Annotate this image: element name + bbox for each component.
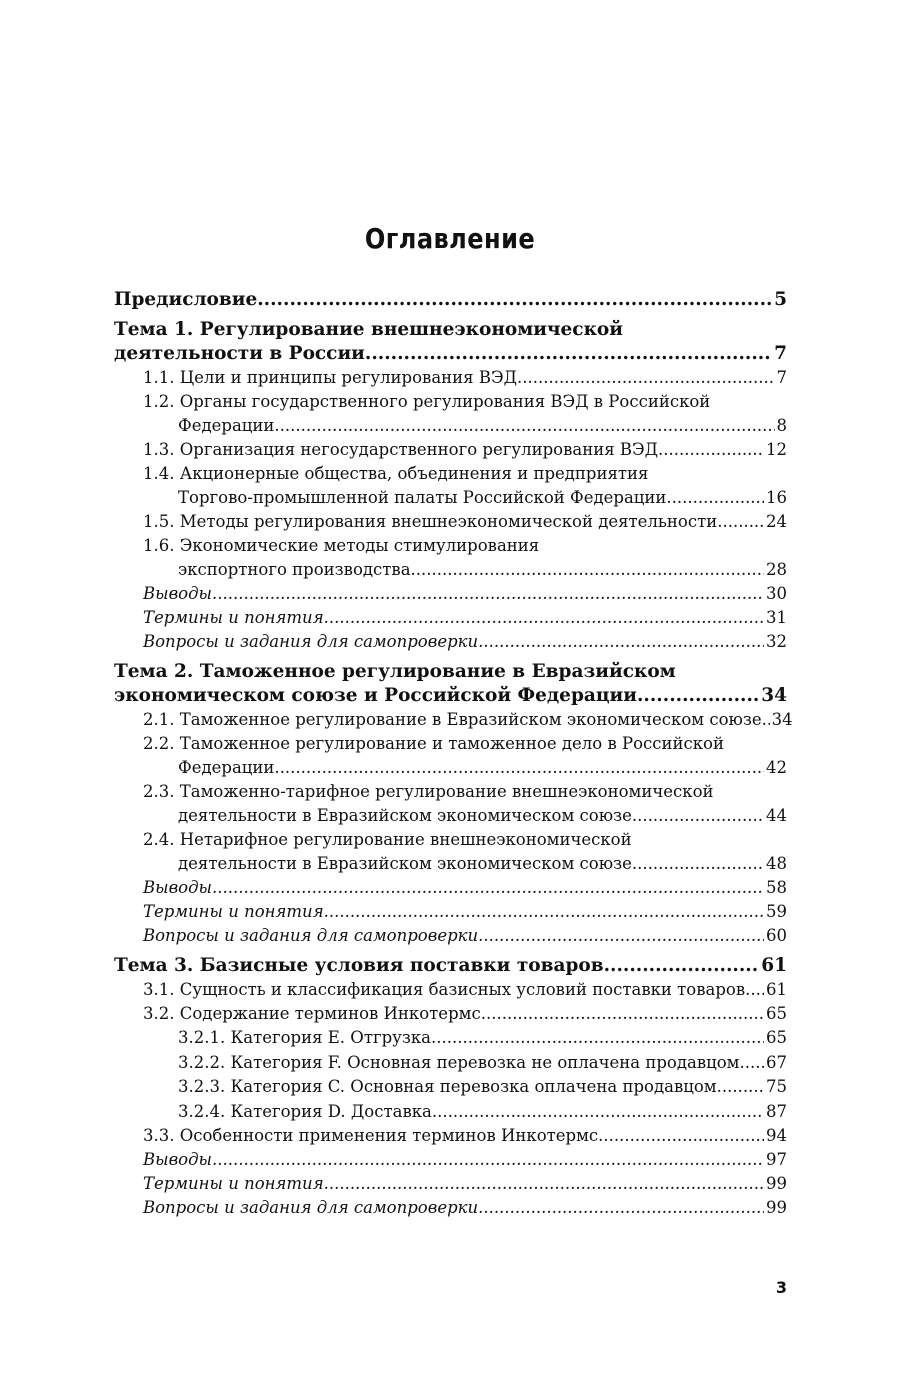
toc-subsection-3-2-2[interactable]: [114, 1051, 787, 1076]
toc-entry-title: Вопросы и задания для самопроверки: [143, 1198, 479, 1217]
toc-entry-title: Термины и понятия: [143, 1174, 324, 1193]
leader-dots: [365, 342, 772, 366]
leader-dots: [604, 954, 760, 978]
toc-section-1-4[interactable]: [114, 462, 787, 510]
toc-page-number: 94: [766, 1126, 787, 1145]
toc-entry-title: 2.1. Таможенное регулирование в Евразийском экономическом союзе: [143, 710, 762, 729]
toc-entry-title: Тема 3. Базисные условия поставки товаров: [114, 955, 604, 976]
leader-dots: [517, 366, 775, 390]
toc-page-number: 12: [766, 440, 787, 459]
leader-dots: [739, 1051, 764, 1076]
toc-conclusions-1[interactable]: [114, 582, 787, 606]
toc-page-number: 32: [766, 632, 787, 651]
toc-topic-1[interactable]: [114, 318, 787, 366]
toc-entry-title: Тема 2. Таможенное регулирование в Евразийском: [114, 661, 676, 682]
toc-entry-title-cont: деятельности в Евразийском экономическом союзе: [178, 806, 632, 825]
toc-section-3-3[interactable]: [114, 1124, 787, 1148]
toc-page-number: 7: [774, 343, 787, 364]
toc-section-2-1[interactable]: [114, 708, 793, 732]
toc-topic-2[interactable]: [114, 660, 787, 708]
toc-entry-title: Выводы: [143, 584, 212, 603]
toc-page-number: 44: [766, 806, 787, 825]
toc-page-number: 67: [766, 1052, 787, 1072]
leader-dots: [324, 606, 764, 630]
toc-entry-title: Вопросы и задания для самопроверки: [143, 926, 479, 945]
toc-page-number: 99: [766, 1198, 787, 1217]
toc-page-number: 42: [766, 758, 787, 777]
toc-subsection-3-2-4[interactable]: [114, 1100, 787, 1125]
toc-entry-title: 3.2.1. Категория E. Отгрузка: [178, 1028, 432, 1047]
toc-entry-title-cont: Федерации: [178, 758, 275, 777]
toc-entry-title: 1.2. Органы государственного регулирования ВЭД в Российской: [143, 392, 711, 411]
toc-page-number: 75: [766, 1077, 787, 1096]
toc-section-2-4[interactable]: [114, 828, 787, 876]
toc-questions-1[interactable]: [114, 630, 787, 654]
leader-dots: [637, 684, 759, 708]
toc-terms-2[interactable]: [114, 900, 787, 924]
toc-page-number: 59: [766, 902, 787, 921]
toc-entry-title: 1.5. Методы регулирования внешнеэкономической деятельности: [143, 512, 718, 531]
leader-dots: [274, 414, 774, 438]
toc-questions-2[interactable]: [114, 924, 787, 948]
toc-entry-title-cont: деятельности в Евразийском экономическом союзе: [178, 854, 632, 873]
toc-subsection-3-2-3[interactable]: [114, 1075, 787, 1100]
toc-section-1-6[interactable]: [114, 534, 787, 582]
toc-page-number: 99: [766, 1174, 787, 1193]
toc-entry-title: 2.3. Таможенно-тарифное регулирование внешнеэкономической: [143, 782, 714, 801]
toc-page-number: 97: [766, 1150, 787, 1169]
toc-page-number: 58: [766, 878, 787, 897]
toc-entry-title: 3.2.3. Категория C. Основная перевозка оплачена продавцом: [178, 1077, 717, 1096]
toc-entry-title: 1.3. Организация негосударственного регулирования ВЭД: [143, 440, 659, 459]
toc-page-number: 28: [766, 560, 787, 579]
leader-dots: [762, 708, 770, 732]
toc-subsection-3-2-1[interactable]: [114, 1026, 787, 1051]
toc-preface[interactable]: [114, 288, 787, 312]
toc-questions-3[interactable]: [114, 1196, 787, 1220]
leader-dots: [745, 978, 764, 1002]
toc-section-2-2[interactable]: [114, 732, 787, 780]
leader-dots: [257, 288, 772, 312]
toc-page-number: 65: [766, 1028, 787, 1047]
toc-page-number: 31: [766, 608, 787, 627]
toc-page-number: 65: [766, 1004, 787, 1023]
toc-page-number: 24: [766, 512, 787, 531]
toc-entry-title: 1.4. Акционерные общества, объединения и предприятия: [143, 464, 649, 483]
toc-entry-title-cont: Торгово-промышленной палаты Российской Федерации: [178, 488, 667, 507]
toc-entry-title: 3.2.4. Категория D. Доставка: [178, 1101, 432, 1121]
toc-entry-title: Предисловие: [114, 289, 258, 310]
leader-dots: [274, 756, 764, 780]
leader-dots: [717, 1075, 764, 1100]
toc-entry-title: Вопросы и задания для самопроверки: [143, 632, 479, 651]
toc-terms-3[interactable]: [114, 1172, 787, 1196]
toc-page-number: 48: [766, 854, 787, 873]
leader-dots: [212, 1148, 764, 1172]
toc-section-1-3[interactable]: [114, 438, 787, 462]
page-number: 3: [775, 1278, 787, 1297]
toc-entry-title-cont: деятельности в России: [114, 343, 365, 364]
toc-terms-1[interactable]: [114, 606, 787, 630]
toc-page-number: 60: [766, 926, 787, 945]
leader-dots: [478, 630, 764, 654]
toc-entry-title: 3.2. Содержание терминов Инкотермс: [143, 1004, 481, 1023]
toc-topic-3[interactable]: [114, 954, 787, 978]
toc-entry-title: 3.1. Сущность и классификация базисных условий поставки товаров: [143, 980, 746, 999]
leader-dots: [666, 486, 764, 510]
leader-dots: [212, 876, 764, 900]
toc-section-2-3[interactable]: [114, 780, 787, 828]
leader-dots: [478, 924, 764, 948]
toc-entry-title: 2.2. Таможенное регулирование и таможенное дело в Российской: [143, 734, 724, 753]
toc-entry-title-cont: Федерации: [178, 416, 275, 435]
toc-section-1-1[interactable]: [114, 366, 787, 390]
toc-page-number: 34: [771, 710, 793, 729]
toc-entry-title: Выводы: [143, 1150, 212, 1169]
toc-entry-title: Тема 1. Регулирование внешнеэкономической: [114, 319, 623, 340]
leader-dots: [431, 1026, 764, 1051]
toc-conclusions-3[interactable]: [114, 1148, 787, 1172]
toc-page-number: 7: [776, 368, 787, 387]
leader-dots: [411, 558, 764, 582]
toc-conclusions-2[interactable]: [114, 876, 787, 900]
toc-entry-title: 3.2.2. Категория F. Основная перевозка не оплачена продавцом: [178, 1052, 740, 1072]
toc-section-1-5[interactable]: [114, 510, 787, 534]
leader-dots: [717, 510, 764, 534]
leader-dots: [481, 1002, 764, 1026]
leader-dots: [324, 900, 764, 924]
toc-section-3-1[interactable]: [114, 978, 787, 1002]
leader-dots: [598, 1124, 764, 1148]
toc-entry-title: Термины и понятия: [143, 902, 324, 921]
toc-entry-title: 2.4. Нетарифное регулирование внешнеэкономической: [143, 830, 632, 849]
page-title: Оглавление: [364, 222, 536, 255]
toc-entry-title: Выводы: [143, 878, 212, 897]
leader-dots: [212, 582, 764, 606]
leader-dots: [324, 1172, 764, 1196]
leader-dots: [632, 852, 764, 876]
table-of-contents: [114, 288, 793, 1220]
toc-entry-title: 1.6. Экономические методы стимулирования: [143, 536, 540, 555]
toc-entry-title: 3.3. Особенности применения терминов Инкотермс: [143, 1126, 599, 1145]
toc-entry-title-cont: экономическом союзе и Российской Федерации: [114, 685, 637, 706]
toc-page-number: 34: [761, 685, 787, 706]
toc-section-3-2[interactable]: [114, 1002, 787, 1026]
leader-dots: [432, 1100, 764, 1125]
toc-page-number: 8: [776, 416, 787, 435]
toc-page-number: 5: [774, 289, 787, 310]
leader-dots: [632, 804, 764, 828]
toc-entry-title: 1.1. Цели и принципы регулирования ВЭД: [143, 368, 517, 387]
toc-entry-title-cont: экспортного производства: [178, 560, 411, 579]
toc-entry-title: Термины и понятия: [143, 608, 324, 627]
toc-page-number: 87: [766, 1101, 787, 1121]
toc-page-number: 30: [766, 584, 787, 603]
leader-dots: [478, 1196, 764, 1220]
leader-dots: [658, 438, 764, 462]
toc-page-number: 16: [766, 488, 787, 507]
toc-page-number: 61: [761, 955, 787, 976]
toc-section-1-2[interactable]: [114, 390, 787, 438]
toc-page-number: 61: [766, 980, 787, 999]
